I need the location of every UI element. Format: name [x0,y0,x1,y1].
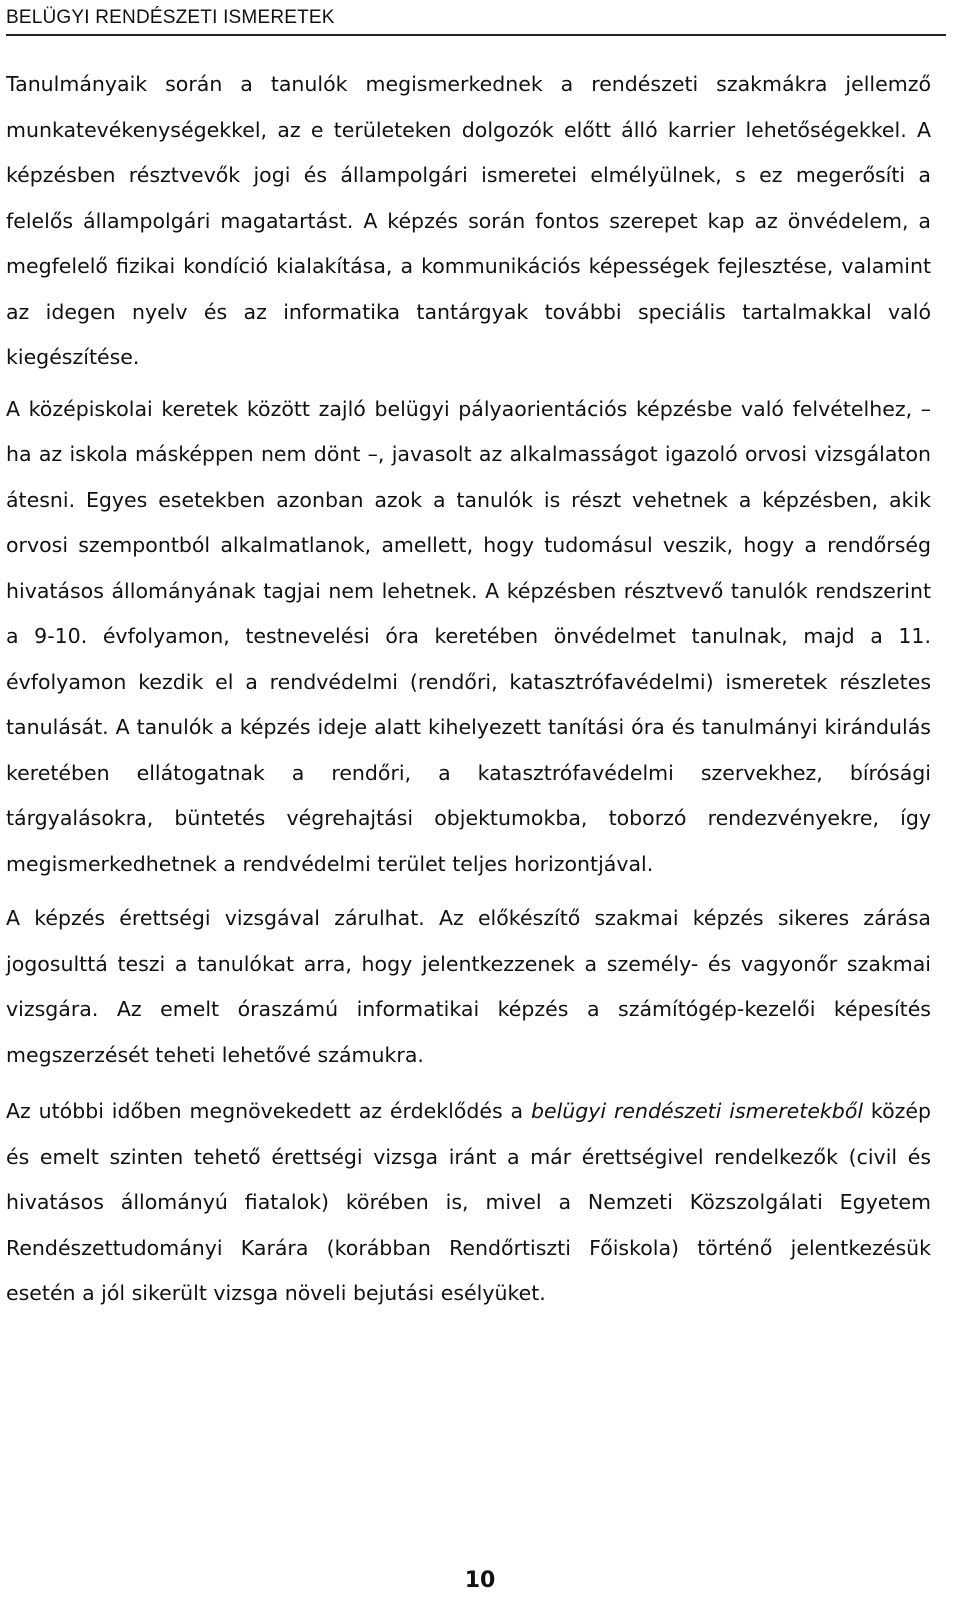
subject-name-italic: belügyi rendészeti ismeretekből [530,1099,864,1123]
page-number: 10 [464,1568,496,1593]
paragraph-exam: A képzés érettségi vizsgával zárulhat. Az előkészítő szakmai képzés sikeres zárása jogosulttá teszi a tanulókat arra, hogy jelentkezzenek a személy- és vagyonőr szakmai vizsgára. Az emelt óraszámú informatikai képzés a számítógép-kezelői képesítés megszerzését teheti lehetővé számukra. [6,906,931,1067]
paragraph-interest-end: közép és emelt szinten tehető érettségi vizsga iránt a már érettségivel rendelkezők (civil és hivatásos állományú fiatalok) körében is, mivel a Nemzeti Közszolgálati Egyetem Rendészettudományi Karára (korábban Rendőrtiszti Főiskola) történő jelentkezésük esetén a jól sikerült vizsga növeli bejutási esélyüket. [6,1099,931,1305]
paragraph-career: Tanulmányaik során a tanulók megismerkednek a rendészeti szakmákra jellemző munkatevékenységekkel, az e területeken dolgozók előtt álló karrier lehetőségekkel. A képzésben résztvevők jogi és állampolgári ismeretei elmélyülnek, s ez megerősíti a felelős állampolgári magatartást. A képzés során fontos szerepet kap az önvédelem, a megfelelő fizikai kondíció kialakítása, a kommunikációs képességek fejlesztése, valamint az idegen nyelv és az informatika tantárgyak további speciális tartalmakkal való kiegészítése. [6,72,931,369]
paragraph-interest [6,1089,931,1317]
running-header-title: BELÜGYI RENDÉSZETI ISMERETEK [6,7,335,28]
paragraph-interest-start: Az utóbbi időben megnövekedett az érdeklődés a [6,1099,531,1123]
paragraph-admission: A középiskolai keretek között zajló belügyi pályaorientációs képzésbe való felvételhez, – ha az iskola másképpen nem dönt –, javasolt az alkalmasságot igazoló orvosi vizsgálaton átesni. Egyes esetekben azonban azok a tanulók is részt vehetnek a képzésben, akik orvosi szempontból alkalmatlanok, amellett, hogy tudomásul veszik, hogy a rendőrség hivatásos állományának tagjai nem lehetnek. A képzésben résztvevő tanulók rendszerint a 9-10. évfolyamon, testnevelési óra keretében önvédelmet tanulnak, majd a 11. évfolyamon kezdik el a rendvédelmi (rendőri, katasztrófavédelmi) ismeretek részletes tanulását. A tanulók a képzés ideje alatt kihelyezett tanítási óra és tanulmányi kirándulás keretében ellátogatnak a rendőri, a katasztrófavédelmi szervekhez, bírósági tárgyalásokra, büntetés végrehajtási objektumokba, toborzó rendezvényekre, így megismerkedhetnek a rendvédelmi terület teljes horizontjával. [6,396,931,876]
page-header [6,4,946,36]
page-footer [0,1568,960,1593]
document-body [6,62,931,1317]
